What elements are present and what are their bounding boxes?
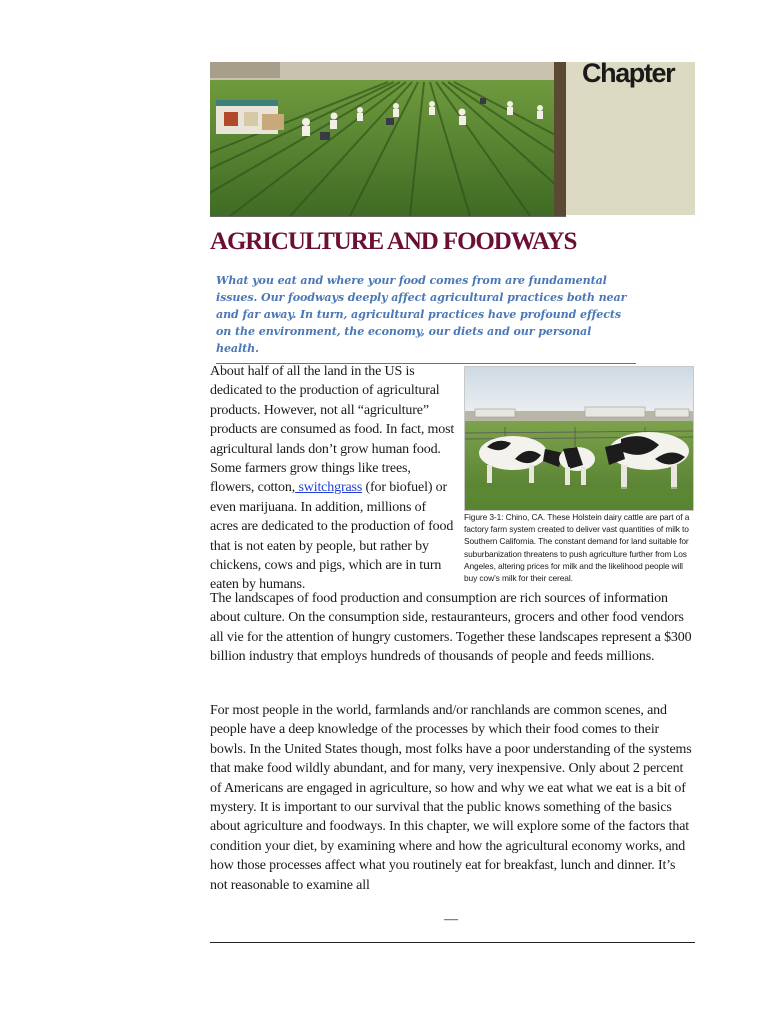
dairy-cattle-photo: [464, 366, 694, 511]
page-number-mark: —: [444, 912, 458, 927]
paragraph-3: For most people in the world, farmlands and/or ranchlands are common scenes, and people have a deep knowledge of the processes by which their food comes to their bowls. In the United States though, most folks have a poor understanding of the systems that make food wildly abundant, and for many, very inexpensive. Only about 2 percent of Americans are engaged in agriculture, so how and why we eat what we eat is a bit of mystery. It is important to our survival that the public knows something of the basics about agriculture and foodways. In this chapter, we will explore some of the factors that condition your diet, by examining where and how the agricultural economy works, and how those processes affect what you routinely eat for breakfast, lunch and dinner. It’s not reasonable to examine all: [210, 703, 692, 893]
figure-caption: Figure 3-1: Chino, CA. These Holstein dairy cattle are part of a factory farm system created to deliver vast quantities of milk to Southern California. The constant demand for land suitable for suburbanization threatens to push agriculture further from Los Angeles, altering prices for milk and the likelihood people will buy cow’s milk for their cereal.: [464, 512, 690, 584]
chapter-label: Chapter: [582, 58, 675, 88]
paragraph-2: The landscapes of food production and consumption are rich sources of information about culture. On the consumption side, restauranteurs, grocers and other food vendors all vie for the attention of hungry customers. Together these landscapes represent a $300 billion industry that employs hundreds of thousands of people and feeds millions.: [210, 591, 692, 665]
switchgrass-link[interactable]: switchgrass: [295, 480, 363, 496]
paragraph-1: [210, 362, 456, 595]
paragraph-1-text-a: About half of all the land in the US is dedicated to the production of agricultural products. However, not all “agriculture” products are consumed as food. In fact, most agricultural lands don’t grow human food. Some farmers grow things like trees, flowers, cotton,: [210, 364, 455, 496]
chapter-title: AGRICULTURE AND FOODWAYS: [210, 228, 577, 255]
paragraph-1-text-b: (for biofuel) or even marijuana. In addition, millions of acres are dedicated to the production of food that is not eaten by people, but rather by chickens, cows and pigs, which are in turn eaten by humans.: [210, 480, 454, 593]
header-field-photo: [210, 62, 566, 217]
chapter-lede: What you eat and where your food comes from are fundamental issues. Our foodways deeply affect agricultural practices both near and far away. In turn, agricultural practices have profound effects on the environment, the economy, our diets and our personal health.: [216, 272, 636, 364]
footer-rule: [210, 942, 695, 943]
